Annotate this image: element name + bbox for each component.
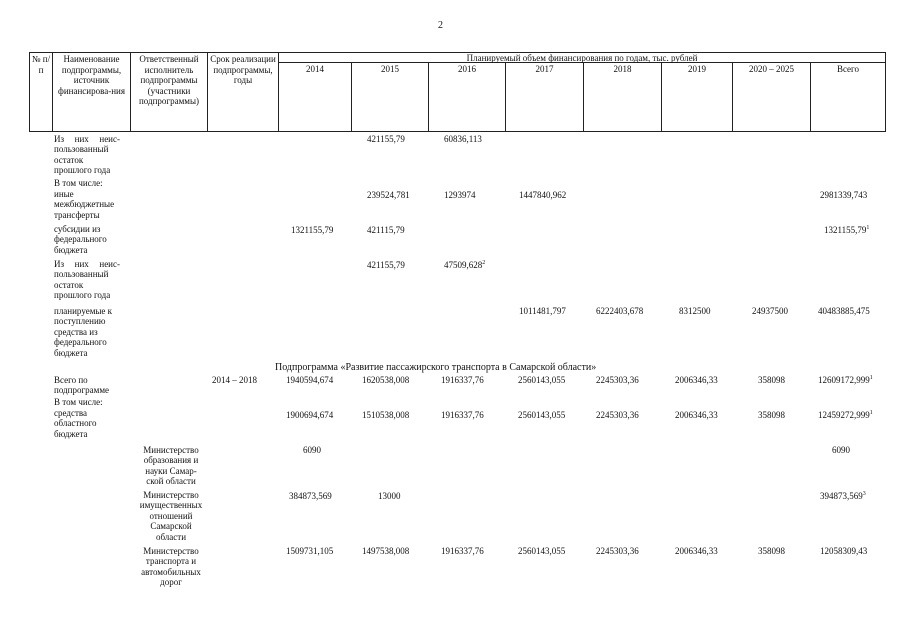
cell-2016: 1293974	[444, 190, 476, 200]
header-responsible: Ответственный исполнитель подпрограммы (участники подпрограммы)	[138, 54, 200, 106]
header-total: Всего	[836, 64, 860, 74]
header-funding: Планируемый объем финансирования по годам, тыс. рублей	[466, 53, 698, 63]
header-year-2016: 2016	[458, 64, 476, 74]
header-period: Срок реализации подпрограммы, годы	[210, 54, 276, 85]
cell-2019: 8312500	[679, 306, 711, 316]
cell-2020: 358098	[758, 546, 785, 556]
header-year-2015: 2015	[381, 64, 399, 74]
cell-2015: 1497538,008	[362, 546, 410, 556]
section-title: Подпрограмма «Развитие пассажирского транспорта в Самарской области»	[275, 362, 597, 373]
footnote-mark: 2	[482, 260, 486, 266]
footnote-mark: 1	[869, 375, 873, 381]
cell-2017: 1011481,797	[519, 306, 566, 316]
cell-2015: 1620538,008	[362, 375, 410, 385]
cell-2018: 2245303,36	[596, 375, 639, 385]
cell-2019: 2006346,33	[675, 546, 718, 556]
cell-total: 40483885,475	[818, 306, 870, 316]
cell-total: 12058309,43	[820, 546, 868, 556]
cell-total	[824, 225, 869, 236]
cell-2019: 2006346,33	[675, 375, 718, 385]
row-label: Из них неис-пользованный остаток прошлого года	[54, 134, 120, 176]
row-label: субсидии из федерального бюджета	[54, 224, 107, 255]
total-value: 1321155,79	[824, 225, 867, 235]
cell-2015: 421155,79	[367, 260, 405, 270]
row-label: планируемые к поступлению средства из федерального бюджета	[54, 306, 113, 358]
responsible-label: Министерство образования и науки Самар-ской области	[143, 445, 199, 487]
footnote-mark: 1	[866, 225, 870, 231]
v-line-12	[885, 52, 886, 132]
cell-total	[818, 410, 873, 421]
cell-2014: 1940594,674	[286, 375, 334, 385]
cell-2018: 2245303,36	[596, 410, 639, 420]
cell-2014: 384873,569	[289, 491, 332, 501]
row-label: иные межбюджетные трансферты	[54, 189, 115, 220]
row-label: Всего по подпрограмме	[54, 375, 110, 396]
cell-2020: 24937500	[752, 306, 788, 316]
cell-2014: 1900694,674	[286, 410, 334, 420]
footnote-mark: 1	[869, 410, 873, 416]
cell-total	[820, 491, 866, 502]
header-year-2019: 2019	[688, 64, 706, 74]
header-bottom-border	[29, 131, 886, 132]
cell-2015: 13000	[378, 491, 401, 501]
header-num: № п/п	[31, 54, 51, 75]
cell-2014: 1509731,105	[286, 546, 334, 556]
row-label: В том числе:	[54, 397, 103, 407]
header-year-2017: 2017	[535, 64, 554, 74]
cell-2015: 421115,79	[367, 225, 405, 235]
cell-2016: 1916337,76	[441, 375, 484, 385]
cell-total: 2981339,743	[820, 190, 868, 200]
cell-2020: 358098	[758, 375, 785, 385]
page-number: 2	[438, 20, 443, 31]
header-year-2020-2025: 2020 – 2025	[749, 64, 794, 74]
cell-2017: 2560143,055	[518, 410, 566, 420]
cell-2015: 421155,79	[367, 134, 405, 144]
responsible-label: Министерство имущественных отношений Самарской области	[139, 490, 203, 542]
cell-2017: 2560143,055	[518, 546, 566, 556]
cell-period: 2014 – 2018	[212, 375, 257, 385]
row-label: средства областного бюджета	[54, 408, 97, 439]
cell-2016: 60836,113	[444, 134, 482, 144]
cell-2015: 239524,781	[367, 190, 410, 200]
row-label: Из них неис-пользованный остаток прошлого года	[54, 259, 120, 301]
footnote-mark: 3	[862, 491, 866, 497]
header-name: Наименование подпрограммы, источник финансирова-ния	[58, 54, 125, 96]
cell-2016	[444, 260, 485, 271]
row-label: В том числе:	[54, 178, 103, 188]
cell-2019: 2006346,33	[675, 410, 718, 420]
header-year-2014: 2014	[306, 64, 324, 74]
header-year-2018: 2018	[613, 64, 632, 74]
cell-2016: 1916337,76	[441, 410, 484, 420]
cell-2016: 1916337,76	[441, 546, 484, 556]
cell-2018: 6222403,678	[596, 306, 644, 316]
cell-2018: 2245303,36	[596, 546, 639, 556]
value-2016: 47509,628	[444, 260, 483, 270]
cell-2015: 1510538,008	[362, 410, 410, 420]
cell-2014: 1321155,79	[291, 225, 334, 235]
cell-2017: 1447840,962	[519, 190, 567, 200]
total-value: 12609172,999	[818, 375, 870, 385]
responsible-label: Министерство транспорта и автомобильных дорог	[141, 546, 201, 588]
cell-total	[818, 375, 873, 386]
cell-total: 6090	[832, 445, 850, 455]
cell-2014: 6090	[303, 445, 321, 455]
cell-2020: 358098	[758, 410, 785, 420]
cell-2017: 2560143,055	[518, 375, 566, 385]
total-value: 12459272,999	[818, 410, 870, 420]
total-value: 394873,569	[820, 491, 863, 501]
